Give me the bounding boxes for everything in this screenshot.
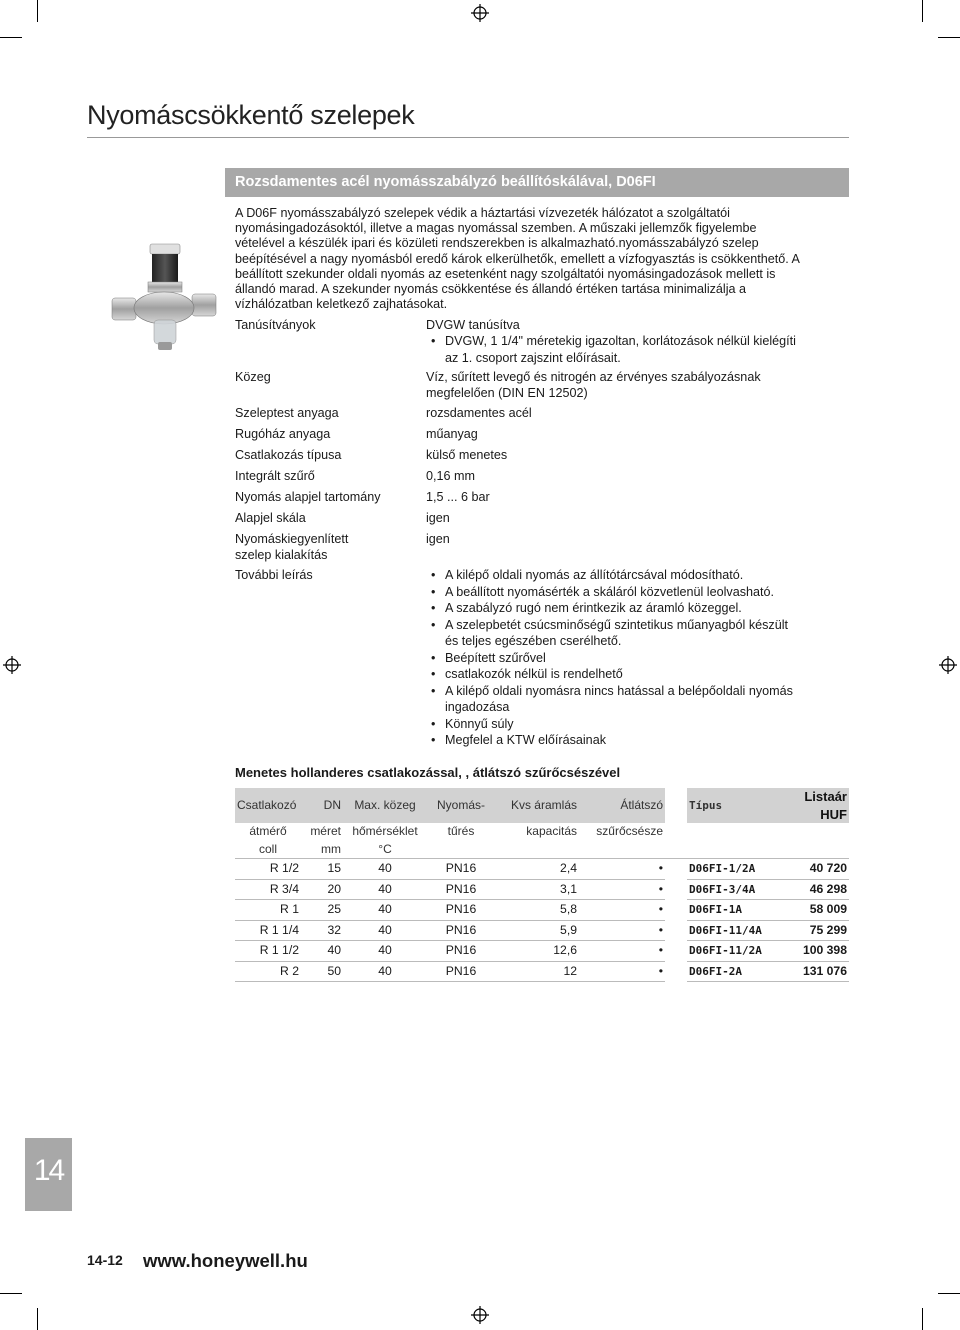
spec-value-connection-type: külső menetes — [426, 448, 508, 462]
title-divider — [87, 137, 849, 138]
intro-line: nyomásingadozásoktól, illetve a magas nyomással szemben. A műszaki jellemzők figyelembe — [235, 221, 757, 236]
spec-label-spring-housing: Rugóház anyaga — [235, 427, 331, 441]
spec-label-medium: Közeg — [235, 370, 271, 384]
spec-label-connection-type: Csatlakozás típusa — [235, 448, 342, 462]
spec-label-body-material: Szeleptest anyaga — [235, 406, 339, 420]
feature-item: • Könnyű súly — [426, 716, 846, 733]
feature-item: • A kilépő oldali nyomás az állítótárcsával módosítható. — [426, 567, 846, 584]
intro-line: A D06F nyomásszabályzó szelepek védik a háztartási vízvezeték hálózatot a szolgáltatói — [235, 206, 730, 220]
registration-mark-left — [3, 656, 21, 674]
website-link[interactable]: www.honeywell.hu — [143, 1250, 308, 1271]
product-table — [235, 788, 849, 982]
crop-mark-bottom-left-v — [37, 1308, 38, 1330]
feature-item: • csatlakozók nélkül is rendelhető — [426, 666, 846, 683]
col-header: DN — [301, 788, 343, 823]
spec-value-pressure-range: 1,5 ... 6 bar — [426, 490, 490, 504]
page-number: 14-12 — [87, 1252, 123, 1268]
col-header: Max. közeg — [343, 788, 427, 823]
feature-item: • A szelepbetét csúcsminőségű szintetikus műanyagból készült és teljes egészében cserélhető. — [426, 617, 846, 650]
crop-mark-bottom-right-h — [938, 1293, 960, 1294]
table-header-row: coll mm °C — [235, 841, 849, 859]
table-row: R 1/2 15 40 PN16 2,4 • D06FI-1/2A 40 720 — [235, 859, 849, 880]
section-title: Rozsdamentes acél nyomásszabályzó beállítóskálával, D06FI — [235, 174, 656, 190]
spec-value-setpoint-scale: igen — [426, 511, 450, 525]
feature-item: • Megfelel a KTW előírásainak — [426, 732, 846, 749]
table-row: R 1 1/2 40 40 PN16 12,6 • D06FI-11/2A 100 398 — [235, 941, 849, 962]
spec-value-balanced-valve: igen — [426, 532, 450, 546]
spec-label-filter: Integrált szűrő — [235, 469, 315, 483]
intro-line: beépítésével a nagy nyomásból eredő károk elkerülhetők, emellett a vízfogyasztás is csökkenthető. A — [235, 251, 800, 266]
table-header-row — [235, 788, 849, 823]
col-header: Csatlakozó — [235, 788, 301, 823]
feature-item: • A szabályzó rugó nem érintkezik az áramló közeggel. — [426, 600, 846, 617]
table-row: R 1 25 40 PN16 5,8 • D06FI-1A 58 009 — [235, 900, 849, 921]
col-header: Kvs áramlás — [495, 788, 579, 823]
col-header: Átlátszó — [579, 788, 665, 823]
table-row: R 2 50 40 PN16 12 • D06FI-2A 131 076 — [235, 961, 849, 982]
registration-mark-right — [939, 656, 957, 674]
feature-item: • Beépített szűrővel — [426, 650, 846, 667]
col-header: Nyomás- — [427, 788, 495, 823]
spec-label-more-description: További leírás — [235, 568, 313, 582]
registration-mark-bottom — [471, 1306, 489, 1324]
page-title: Nyomáscsökkentő szelepek — [87, 100, 415, 130]
crop-mark-top-right-v — [922, 0, 923, 22]
table-header-row: átmérő méret hőmérséklet tűrés kapacitás szűrőcsésze — [249, 824, 663, 838]
table-row: R 3/4 20 40 PN16 3,1 • D06FI-3/4A 46 298 — [235, 879, 849, 900]
intro-paragraph — [235, 206, 847, 312]
spec-label-balanced-valve: Nyomáskiegyenlített szelep kialakítás — [235, 532, 349, 562]
feature-item: • A beállított nyomásérték a skáláról közvetlenül leolvasható. — [426, 584, 846, 601]
cert-bullet-item: • DVGW, 1 1/4" méretekig igazoltan, korlátozások nélkül kielégíti az 1. csoport zajszint előírásait. — [426, 333, 846, 366]
spec-value-medium: Víz, sűrített levegő és nitrogén az érvényes szabályozásnak megfelelően (DIN EN 12502) — [426, 370, 761, 400]
product-valve-image — [108, 238, 218, 358]
table-title: Menetes hollanderes csatlakozással, , átlátszó szűrőcsészével — [235, 765, 621, 780]
spec-value-filter: 0,16 mm — [426, 469, 475, 483]
crop-mark-bottom-right-v — [922, 1308, 923, 1330]
chapter-tab-number: 14 — [33, 1154, 64, 1187]
col-header-price: Listaár HUF — [777, 788, 849, 823]
crop-mark-top-left-h — [0, 37, 22, 38]
spec-value-spring-housing: műanyag — [426, 427, 478, 441]
intro-line: beállított szekunder oldali nyomás az esetenként nagy szolgáltatói nyomásingadozások mellett is — [235, 266, 776, 281]
table-row: R 1 1/4 32 40 PN16 5,9 • D06FI-11/4A 75 299 — [235, 920, 849, 941]
intro-line: állandó marad. A szekunder nyomás csökkentése és állandó értéken tartása minimalizálja a — [235, 282, 747, 297]
cert-bullet-list — [426, 333, 846, 366]
spec-label-pressure-range: Nyomás alapjel tartomány — [235, 490, 381, 504]
spec-label-setpoint-scale: Alapjel skála — [235, 511, 306, 525]
spec-label-certificates: Tanúsítványok — [235, 318, 316, 332]
crop-mark-top-left-v — [37, 0, 38, 22]
intro-line: vételével a készülék ipari és közületi rendszerekben is alkalmazható.nyomásszabályzó szelep — [235, 236, 759, 251]
crop-mark-top-right-h — [938, 37, 960, 38]
feature-list — [426, 567, 846, 749]
crop-mark-bottom-left-h — [0, 1293, 22, 1294]
feature-item: • A kilépő oldali nyomásra nincs hatással a belépőoldali nyomás ingadozása — [426, 683, 846, 716]
spec-value-certificates: DVGW tanúsítva — [426, 318, 520, 332]
intro-line: vízhálózatban keletkező zajhatásokat. — [235, 297, 448, 312]
col-header-type: Típus — [687, 788, 777, 823]
registration-mark-top — [471, 4, 489, 22]
spec-value-body-material: rozsdamentes acél — [426, 406, 532, 420]
